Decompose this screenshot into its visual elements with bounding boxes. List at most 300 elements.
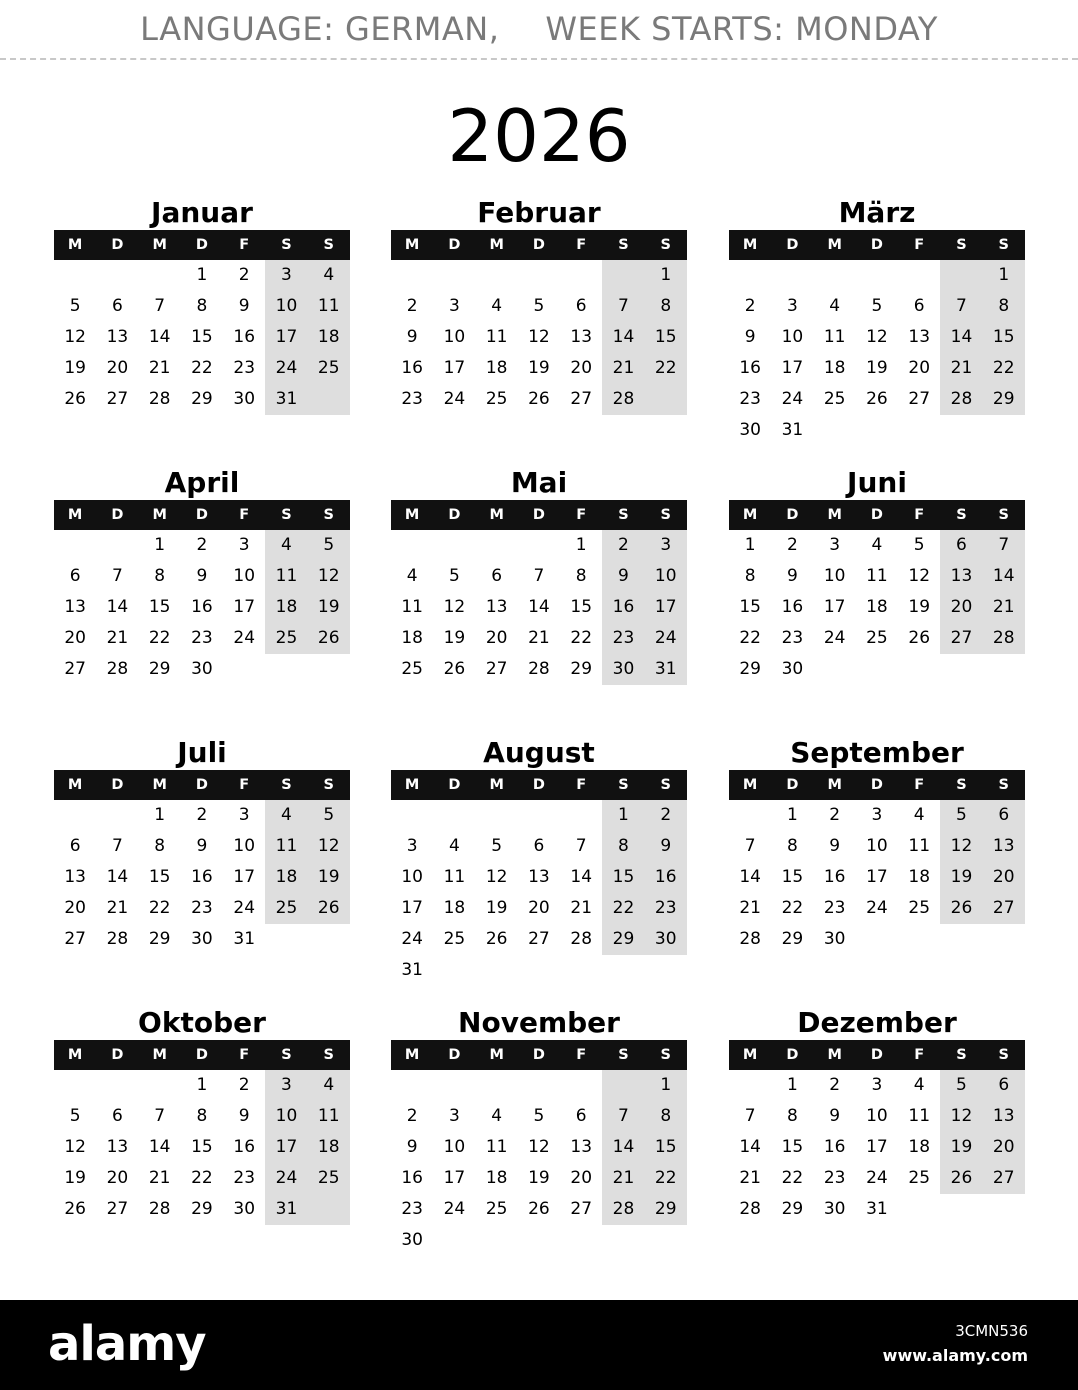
day-number: 29: [191, 389, 213, 409]
day-number: 30: [781, 659, 804, 679]
day-number: 14: [612, 1137, 635, 1157]
day-number: 12: [908, 566, 931, 586]
weekday-initial: D: [111, 237, 124, 253]
day-number: 21: [106, 628, 129, 648]
day-grid: [391, 1070, 687, 1256]
weekday-initial: M: [742, 777, 758, 793]
day-number: 18: [317, 327, 340, 347]
weekday-initial: M: [742, 1047, 758, 1063]
weekday-initial: M: [404, 1047, 420, 1063]
weekday-header: [391, 230, 687, 260]
day-number: 7: [111, 566, 123, 586]
day-number: 27: [570, 1199, 593, 1219]
day-number: 22: [191, 1168, 213, 1188]
weekday-initial: S: [281, 237, 292, 253]
day-number: 4: [913, 805, 925, 825]
day-number: 28: [739, 1199, 761, 1219]
day-number: 23: [233, 1168, 256, 1188]
empty-cell: [96, 260, 138, 291]
day-number: 8: [786, 836, 798, 856]
day-number: 17: [654, 597, 677, 617]
day-number: 28: [106, 929, 129, 949]
day-number: 30: [823, 929, 846, 949]
day-number: 4: [323, 1075, 335, 1095]
day-number: 21: [992, 597, 1015, 617]
empty-cell: [433, 260, 475, 291]
month-name: März: [838, 196, 916, 229]
day-number: 20: [570, 358, 593, 378]
day-number: 7: [618, 296, 629, 316]
empty-cell: [476, 1070, 518, 1101]
month-name: Februar: [477, 196, 601, 229]
day-number: 22: [148, 898, 171, 918]
day-number: 8: [660, 296, 672, 316]
day-number: 16: [654, 867, 677, 887]
day-number: 24: [233, 628, 256, 648]
day-number: 10: [443, 327, 466, 347]
day-number: 11: [401, 597, 423, 617]
day-number: 9: [406, 1137, 418, 1157]
day-number: 24: [275, 358, 298, 378]
weekday-initial: D: [195, 237, 208, 253]
empty-cell: [391, 530, 433, 561]
day-number: 1: [575, 535, 587, 555]
year-title: 2026: [447, 94, 631, 178]
day-number: 13: [64, 867, 86, 887]
day-number: 9: [618, 566, 629, 586]
day-number: 2: [196, 805, 208, 825]
weekday-initial: S: [998, 1047, 1009, 1063]
weekday-initial: M: [404, 777, 420, 793]
day-number: 1: [660, 1075, 672, 1095]
alamy-logo: alamy: [48, 1316, 206, 1372]
day-grid: [729, 260, 1025, 446]
weekday-initial: S: [660, 777, 671, 793]
day-number: 28: [612, 1199, 635, 1219]
image-id: 3CMN536: [955, 1322, 1028, 1340]
day-number: 13: [950, 566, 973, 586]
weekday-initial: D: [195, 1047, 208, 1063]
day-number: 23: [823, 1168, 846, 1188]
day-number: 18: [866, 597, 888, 617]
day-number: 24: [401, 929, 423, 949]
day-number: 29: [570, 659, 593, 679]
day-number: 14: [739, 1137, 761, 1157]
day-number: 7: [956, 296, 967, 316]
day-number: 29: [781, 929, 804, 949]
day-number: 26: [528, 1199, 550, 1219]
weekday-initial: D: [448, 237, 461, 253]
day-number: 20: [485, 628, 508, 648]
day-number: 22: [191, 358, 213, 378]
day-number: 5: [913, 535, 925, 555]
day-number: 6: [69, 566, 81, 586]
day-number: 5: [69, 1106, 81, 1126]
day-number: 1: [154, 805, 166, 825]
month-dezember: [729, 1006, 1025, 1225]
day-number: 29: [654, 1199, 677, 1219]
top-caption: [0, 0, 1078, 58]
day-number: 13: [992, 836, 1015, 856]
day-number: 3: [281, 265, 292, 285]
day-number: 22: [992, 358, 1015, 378]
day-number: 16: [401, 1168, 423, 1188]
day-number: 27: [485, 659, 508, 679]
day-number: 5: [533, 296, 545, 316]
day-number: 22: [612, 898, 635, 918]
weekday-initial: M: [742, 507, 758, 523]
day-grid: [391, 800, 687, 986]
day-number: 11: [866, 566, 888, 586]
day-number: 9: [406, 327, 418, 347]
weekday-header: [391, 770, 687, 800]
day-number: 31: [233, 929, 256, 949]
day-number: 15: [191, 327, 213, 347]
day-number: 21: [106, 898, 129, 918]
day-number: 6: [998, 1075, 1010, 1095]
day-number: 23: [654, 898, 677, 918]
day-number: 20: [570, 1168, 593, 1188]
day-number: 22: [654, 358, 677, 378]
weekday-initial: D: [870, 237, 883, 253]
day-number: 18: [317, 1137, 340, 1157]
weekday-header: [54, 500, 350, 530]
day-number: 15: [992, 327, 1015, 347]
day-number: 15: [739, 597, 761, 617]
day-number: 6: [111, 1106, 123, 1126]
day-number: 25: [443, 929, 466, 949]
weekday-initial: S: [618, 507, 629, 523]
empty-cell: [54, 800, 96, 831]
empty-cell: [518, 1070, 560, 1101]
day-number: 29: [739, 659, 761, 679]
day-number: 17: [443, 1168, 466, 1188]
day-number: 2: [786, 535, 798, 555]
day-number: 22: [654, 1168, 677, 1188]
day-number: 16: [233, 327, 256, 347]
day-number: 25: [275, 628, 298, 648]
day-number: 27: [528, 929, 550, 949]
day-number: 7: [111, 836, 123, 856]
day-number: 3: [786, 296, 798, 316]
day-number: 18: [401, 628, 423, 648]
weekday-initial: D: [532, 1047, 545, 1063]
weekday-initial: S: [281, 777, 292, 793]
day-number: 16: [823, 867, 846, 887]
day-number: 11: [275, 836, 298, 856]
weekday-initial: S: [660, 1047, 671, 1063]
weekday-initial: M: [489, 507, 504, 523]
weekday-initial: S: [618, 1047, 629, 1063]
month-juli: [54, 736, 350, 955]
weekday-initial: F: [239, 777, 250, 793]
day-number: 15: [654, 327, 677, 347]
day-grid: [729, 1070, 1025, 1225]
weekday-initial: S: [956, 777, 967, 793]
day-number: 13: [485, 597, 508, 617]
weekday-initial: D: [448, 777, 461, 793]
day-number: 17: [866, 867, 888, 887]
day-number: 29: [612, 929, 635, 949]
day-number: 8: [196, 296, 208, 316]
day-grid: [729, 530, 1025, 685]
month-august: [391, 736, 687, 986]
day-number: 15: [612, 867, 635, 887]
day-number: 11: [908, 836, 931, 856]
day-number: 31: [275, 389, 298, 409]
day-number: 14: [992, 566, 1015, 586]
day-number: 29: [191, 1199, 213, 1219]
empty-cell: [433, 800, 475, 831]
day-number: 31: [275, 1199, 298, 1219]
day-number: 4: [491, 296, 503, 316]
day-grid: [54, 1070, 350, 1225]
day-number: 7: [154, 1106, 166, 1126]
month-märz: [729, 196, 1025, 446]
day-number: 22: [148, 628, 171, 648]
weekday-initial: D: [786, 237, 799, 253]
weekday-initial: S: [998, 777, 1009, 793]
day-number: 28: [528, 659, 550, 679]
day-number: 8: [154, 566, 166, 586]
weekday-initial: S: [281, 507, 292, 523]
day-number: 28: [106, 659, 129, 679]
day-number: 18: [485, 1168, 508, 1188]
day-number: 26: [317, 628, 340, 648]
day-number: 6: [998, 805, 1010, 825]
day-number: 4: [448, 836, 460, 856]
day-number: 19: [950, 867, 973, 887]
day-number: 12: [64, 1137, 86, 1157]
weekday-initial: F: [914, 237, 925, 253]
weekday-initial: D: [786, 507, 799, 523]
day-number: 7: [618, 1106, 629, 1126]
weekday-initial: S: [998, 507, 1009, 523]
month-juni: [729, 466, 1025, 685]
weekday-initial: S: [956, 237, 967, 253]
day-number: 12: [528, 327, 550, 347]
day-number: 18: [485, 358, 508, 378]
day-number: 11: [443, 867, 466, 887]
day-number: 23: [401, 389, 423, 409]
day-number: 30: [823, 1199, 846, 1219]
day-number: 21: [739, 898, 761, 918]
day-number: 8: [196, 1106, 208, 1126]
day-number: 17: [823, 597, 846, 617]
day-number: 18: [908, 867, 931, 887]
day-number: 25: [823, 389, 846, 409]
day-number: 5: [448, 566, 460, 586]
day-number: 6: [575, 1106, 587, 1126]
day-number: 24: [823, 628, 846, 648]
day-number: 14: [570, 867, 593, 887]
day-number: 9: [660, 836, 672, 856]
day-number: 25: [317, 358, 340, 378]
day-number: 12: [528, 1137, 550, 1157]
month-januar: [54, 196, 350, 415]
day-number: 19: [950, 1137, 973, 1157]
month-name: Januar: [151, 196, 253, 229]
weekday-header: [54, 770, 350, 800]
day-number: 28: [148, 1199, 171, 1219]
empty-cell: [391, 1070, 433, 1101]
day-number: 9: [744, 327, 756, 347]
day-number: 3: [871, 1075, 883, 1095]
weekday-initial: M: [404, 507, 420, 523]
day-number: 17: [866, 1137, 888, 1157]
day-number: 9: [238, 1106, 250, 1126]
day-number: 3: [448, 296, 460, 316]
weekday-initial: S: [323, 507, 334, 523]
day-number: 20: [106, 358, 129, 378]
day-number: 9: [829, 836, 841, 856]
day-number: 5: [491, 836, 503, 856]
weekday-initial: F: [576, 507, 587, 523]
day-number: 10: [866, 1106, 888, 1126]
day-number: 14: [528, 597, 550, 617]
day-number: 8: [575, 566, 587, 586]
day-number: 9: [786, 566, 798, 586]
day-number: 20: [992, 867, 1015, 887]
day-number: 15: [781, 867, 804, 887]
empty-cell: [54, 260, 96, 291]
weekday-initial: D: [111, 1047, 124, 1063]
weekday-initial: S: [323, 777, 334, 793]
weekday-initial: M: [67, 507, 83, 523]
weekday-initial: M: [827, 237, 842, 253]
day-number: 3: [238, 805, 250, 825]
day-number: 16: [739, 358, 761, 378]
weekday-initial: M: [827, 1047, 842, 1063]
day-number: 6: [533, 836, 545, 856]
empty-cell: [560, 1070, 602, 1101]
day-grid: [391, 530, 687, 685]
day-number: 10: [233, 566, 256, 586]
weekday-initial: F: [576, 777, 587, 793]
day-number: 17: [443, 358, 466, 378]
day-number: 22: [570, 628, 593, 648]
day-number: 31: [654, 659, 677, 679]
weekday-initial: F: [576, 1047, 587, 1063]
day-number: 15: [191, 1137, 213, 1157]
weekday-header: [729, 230, 1025, 260]
weekday-initial: S: [618, 237, 629, 253]
weekday-header: [729, 500, 1025, 530]
day-number: 10: [443, 1137, 466, 1157]
day-number: 14: [612, 327, 635, 347]
day-number: 5: [956, 1075, 967, 1095]
day-number: 5: [956, 805, 967, 825]
day-number: 24: [443, 389, 466, 409]
day-number: 21: [950, 358, 973, 378]
day-number: 10: [654, 566, 677, 586]
empty-cell: [518, 800, 560, 831]
empty-cell: [856, 260, 898, 291]
day-number: 15: [570, 597, 593, 617]
weekday-initial: F: [239, 507, 250, 523]
day-number: 24: [275, 1168, 298, 1188]
day-number: 19: [443, 628, 466, 648]
day-number: 1: [660, 265, 672, 285]
empty-cell: [96, 530, 138, 561]
month-name: Oktober: [138, 1006, 266, 1039]
day-number: 10: [275, 1106, 298, 1126]
day-number: 5: [533, 1106, 545, 1126]
weekday-initial: S: [956, 1047, 967, 1063]
day-number: 12: [950, 836, 973, 856]
day-number: 20: [950, 597, 973, 617]
weekday-initial: D: [111, 507, 124, 523]
day-number: 2: [829, 805, 841, 825]
day-number: 29: [148, 659, 171, 679]
day-number: 5: [323, 535, 335, 555]
day-number: 19: [528, 358, 550, 378]
day-number: 12: [64, 327, 86, 347]
month-april: [54, 466, 350, 685]
weekday-initial: D: [786, 1047, 799, 1063]
day-number: 28: [148, 389, 171, 409]
day-number: 21: [612, 1168, 635, 1188]
weekday-initial: M: [67, 777, 83, 793]
month-september: [729, 736, 1025, 955]
day-number: 24: [233, 898, 256, 918]
day-number: 20: [992, 1137, 1015, 1157]
day-number: 20: [106, 1168, 129, 1188]
month-name: November: [458, 1006, 620, 1039]
day-number: 17: [781, 358, 804, 378]
day-number: 26: [950, 1168, 973, 1188]
weekday-initial: D: [870, 777, 883, 793]
day-number: 23: [739, 389, 761, 409]
day-number: 19: [317, 597, 340, 617]
empty-cell: [476, 260, 518, 291]
empty-cell: [139, 1070, 181, 1101]
day-number: 1: [786, 1075, 798, 1095]
day-number: 24: [443, 1199, 466, 1219]
weekday-initial: D: [870, 1047, 883, 1063]
empty-cell: [96, 1070, 138, 1101]
day-number: 26: [866, 389, 888, 409]
day-number: 12: [317, 836, 340, 856]
day-number: 7: [998, 535, 1010, 555]
day-number: 23: [823, 898, 846, 918]
month-november: [391, 1006, 687, 1256]
day-number: 16: [612, 597, 635, 617]
day-number: 8: [660, 1106, 672, 1126]
day-number: 21: [148, 1168, 171, 1188]
day-number: 21: [612, 358, 635, 378]
day-number: 19: [64, 1168, 86, 1188]
day-number: 5: [871, 296, 883, 316]
day-number: 5: [69, 296, 81, 316]
day-number: 2: [196, 535, 208, 555]
day-number: 6: [111, 296, 123, 316]
day-number: 15: [781, 1137, 804, 1157]
weekday-header: [729, 1040, 1025, 1070]
day-number: 4: [323, 265, 335, 285]
day-number: 25: [485, 1199, 508, 1219]
weekday-header: [729, 770, 1025, 800]
day-number: 27: [992, 898, 1015, 918]
day-number: 2: [829, 1075, 841, 1095]
day-number: 10: [233, 836, 256, 856]
day-number: 17: [401, 898, 423, 918]
day-number: 16: [823, 1137, 846, 1157]
day-number: 27: [570, 389, 593, 409]
day-number: 1: [154, 535, 166, 555]
day-number: 30: [191, 659, 213, 679]
day-number: 24: [866, 898, 888, 918]
